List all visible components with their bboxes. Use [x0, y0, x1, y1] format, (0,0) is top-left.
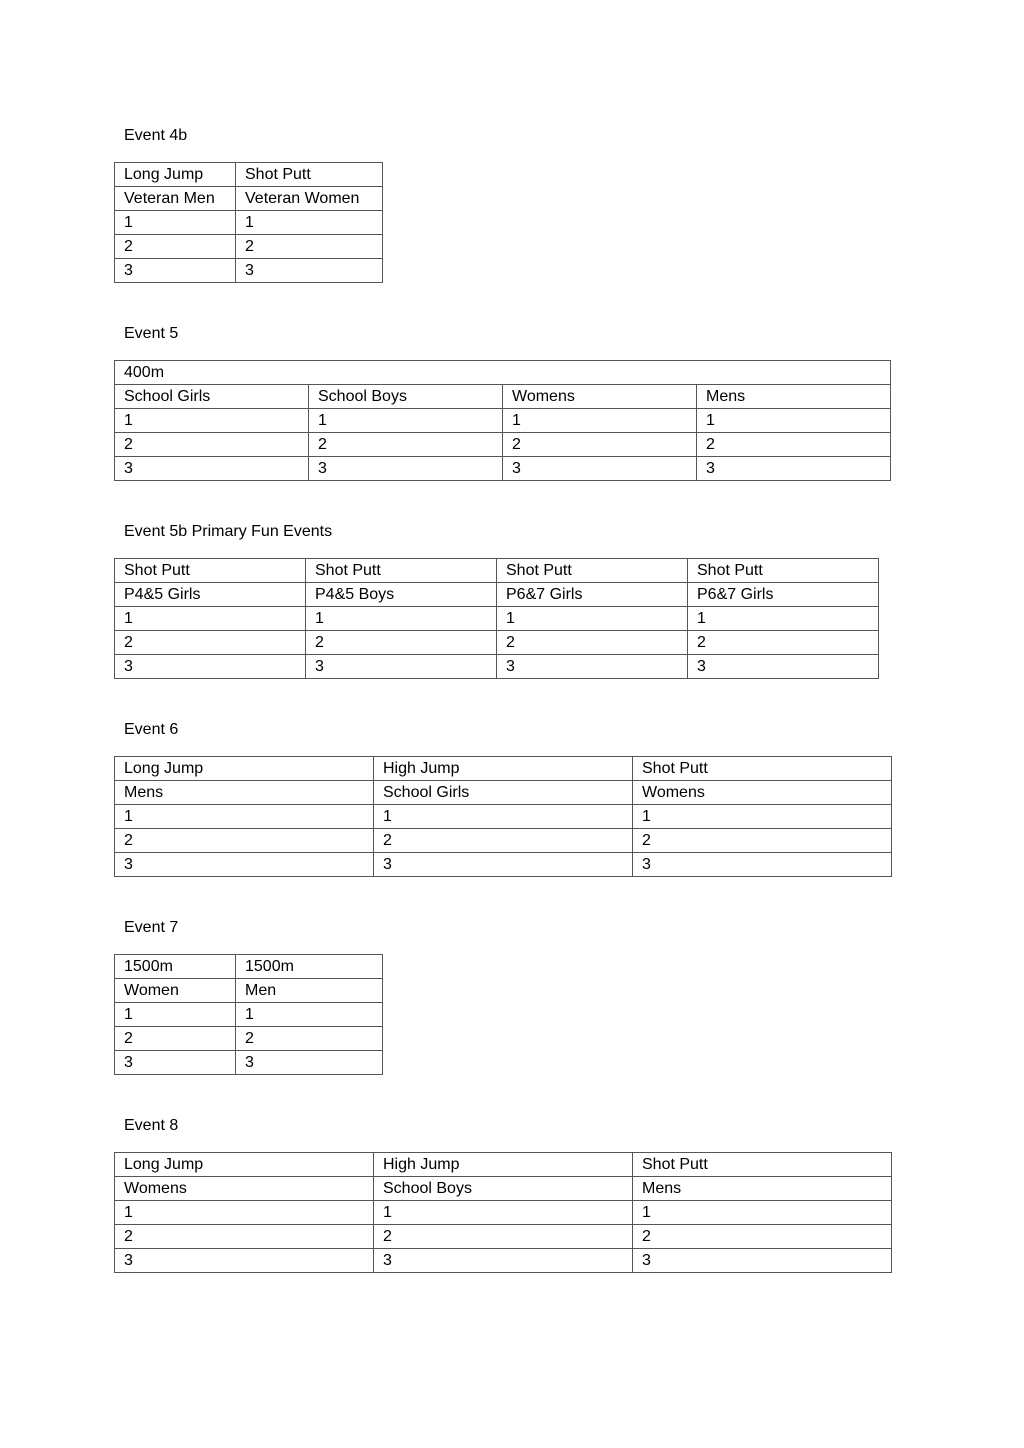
- event-title: Event 5: [124, 325, 179, 342]
- table-cell: 3: [115, 853, 374, 877]
- table-cell: 3: [503, 457, 697, 481]
- table-cell: 1: [115, 805, 374, 829]
- table-cell: 2: [115, 631, 306, 655]
- table-cell: 3: [115, 457, 309, 481]
- table-row: [115, 829, 892, 853]
- table-row: [115, 163, 383, 187]
- table-cell: 3: [374, 853, 633, 877]
- table-cell: 1: [115, 1003, 236, 1027]
- event-title: Event 5b Primary Fun Events: [124, 523, 333, 540]
- table-cell: School Girls: [115, 385, 309, 409]
- table-cell: P6&7 Girls: [688, 583, 879, 607]
- event-5b-table: [114, 558, 879, 679]
- table-cell: High Jump: [374, 1153, 633, 1177]
- table-cell: 1: [309, 409, 503, 433]
- table-row: [115, 757, 892, 781]
- table-cell: Long Jump: [115, 163, 236, 187]
- table-cell: Veteran Men: [115, 187, 236, 211]
- table-row: [115, 361, 891, 385]
- table-cell: 2: [236, 1027, 383, 1051]
- table-cell: 2: [697, 433, 891, 457]
- table-cell: 3: [115, 259, 236, 283]
- table-cell: Veteran Women: [236, 187, 383, 211]
- event-5-table: [114, 360, 891, 481]
- table-row: [115, 211, 383, 235]
- table-cell: P4&5 Girls: [115, 583, 306, 607]
- table-row: [115, 1051, 383, 1075]
- table-cell: Shot Putt: [306, 559, 497, 583]
- table-cell: Womens: [115, 1177, 374, 1201]
- table-cell: 2: [115, 1027, 236, 1051]
- table-cell: Mens: [697, 385, 891, 409]
- table-cell: 3: [309, 457, 503, 481]
- table-cell: School Boys: [309, 385, 503, 409]
- table-cell: 1: [374, 1201, 633, 1225]
- table-row: [115, 805, 892, 829]
- table-cell: 2: [633, 829, 892, 853]
- table-cell: 1500m: [236, 955, 383, 979]
- table-row: [115, 979, 383, 1003]
- table-row: [115, 1177, 892, 1201]
- table-cell: 1: [236, 211, 383, 235]
- table-cell: 3: [633, 853, 892, 877]
- table-row: [115, 1225, 892, 1249]
- table-row: [115, 583, 879, 607]
- table-row: [115, 457, 891, 481]
- table-cell: Shot Putt: [688, 559, 879, 583]
- event-4b-table: [114, 162, 383, 283]
- table-cell: 1: [306, 607, 497, 631]
- table-row: [115, 409, 891, 433]
- table-cell: Mens: [115, 781, 374, 805]
- table-row: [115, 559, 879, 583]
- table-row: [115, 853, 892, 877]
- table-cell: 1: [697, 409, 891, 433]
- table-cell: Shot Putt: [497, 559, 688, 583]
- table-cell: P6&7 Girls: [497, 583, 688, 607]
- table-cell: Mens: [633, 1177, 892, 1201]
- event-7-table: [114, 954, 383, 1075]
- table-cell: 2: [115, 235, 236, 259]
- table-cell: 2: [115, 433, 309, 457]
- table-cell: Shot Putt: [236, 163, 383, 187]
- table-cell: 2: [309, 433, 503, 457]
- table-cell: Men: [236, 979, 383, 1003]
- table-cell: 1: [688, 607, 879, 631]
- table-cell: 1: [633, 805, 892, 829]
- table-cell: 3: [497, 655, 688, 679]
- table-cell: 2: [115, 829, 374, 853]
- table-cell: 3: [236, 1051, 383, 1075]
- table-row: [115, 1003, 383, 1027]
- event-6-table: [114, 756, 892, 877]
- table-cell: Long Jump: [115, 1153, 374, 1177]
- table-cell: 3: [374, 1249, 633, 1273]
- table-cell: 2: [374, 1225, 633, 1249]
- event-title: Event 8: [124, 1117, 179, 1134]
- event-title: Event 7: [124, 919, 179, 936]
- table-row: [115, 1249, 892, 1273]
- table-cell: Shot Putt: [633, 757, 892, 781]
- table-cell: 2: [688, 631, 879, 655]
- table-row: [115, 781, 892, 805]
- table-cell: P4&5 Boys: [306, 583, 497, 607]
- table-cell: 2: [306, 631, 497, 655]
- table-header-cell: 400m: [115, 361, 891, 385]
- table-cell: 1: [633, 1201, 892, 1225]
- table-cell: 3: [115, 655, 306, 679]
- table-cell: 3: [633, 1249, 892, 1273]
- table-row: [115, 607, 879, 631]
- table-cell: Shot Putt: [115, 559, 306, 583]
- event-title: Event 4b: [124, 127, 188, 144]
- table-cell: 2: [497, 631, 688, 655]
- table-cell: 1: [115, 607, 306, 631]
- table-cell: 1: [115, 1201, 374, 1225]
- table-row: [115, 631, 879, 655]
- table-row: [115, 955, 383, 979]
- table-cell: 1: [115, 409, 309, 433]
- table-cell: 1: [115, 211, 236, 235]
- table-cell: 1500m: [115, 955, 236, 979]
- table-row: [115, 259, 383, 283]
- event-title: Event 6: [124, 721, 179, 738]
- table-cell: Womens: [633, 781, 892, 805]
- table-row: [115, 1027, 383, 1051]
- table-cell: 3: [697, 457, 891, 481]
- table-row: [115, 187, 383, 211]
- table-cell: 3: [306, 655, 497, 679]
- table-cell: 3: [236, 259, 383, 283]
- table-cell: Womens: [503, 385, 697, 409]
- table-cell: 1: [503, 409, 697, 433]
- table-cell: 2: [236, 235, 383, 259]
- table-cell: 2: [115, 1225, 374, 1249]
- table-cell: School Boys: [374, 1177, 633, 1201]
- table-cell: 3: [115, 1051, 236, 1075]
- table-cell: High Jump: [374, 757, 633, 781]
- table-row: [115, 433, 891, 457]
- table-cell: 1: [236, 1003, 383, 1027]
- table-row: [115, 385, 891, 409]
- table-row: [115, 235, 383, 259]
- table-row: [115, 655, 879, 679]
- table-cell: 1: [497, 607, 688, 631]
- table-row: [115, 1201, 892, 1225]
- table-cell: School Girls: [374, 781, 633, 805]
- table-cell: 2: [503, 433, 697, 457]
- table-cell: Long Jump: [115, 757, 374, 781]
- table-cell: Women: [115, 979, 236, 1003]
- table-cell: 2: [374, 829, 633, 853]
- table-cell: 3: [115, 1249, 374, 1273]
- table-row: [115, 1153, 892, 1177]
- table-cell: Shot Putt: [633, 1153, 892, 1177]
- table-cell: 3: [688, 655, 879, 679]
- event-8-table: [114, 1152, 892, 1273]
- table-cell: 2: [633, 1225, 892, 1249]
- table-cell: 1: [374, 805, 633, 829]
